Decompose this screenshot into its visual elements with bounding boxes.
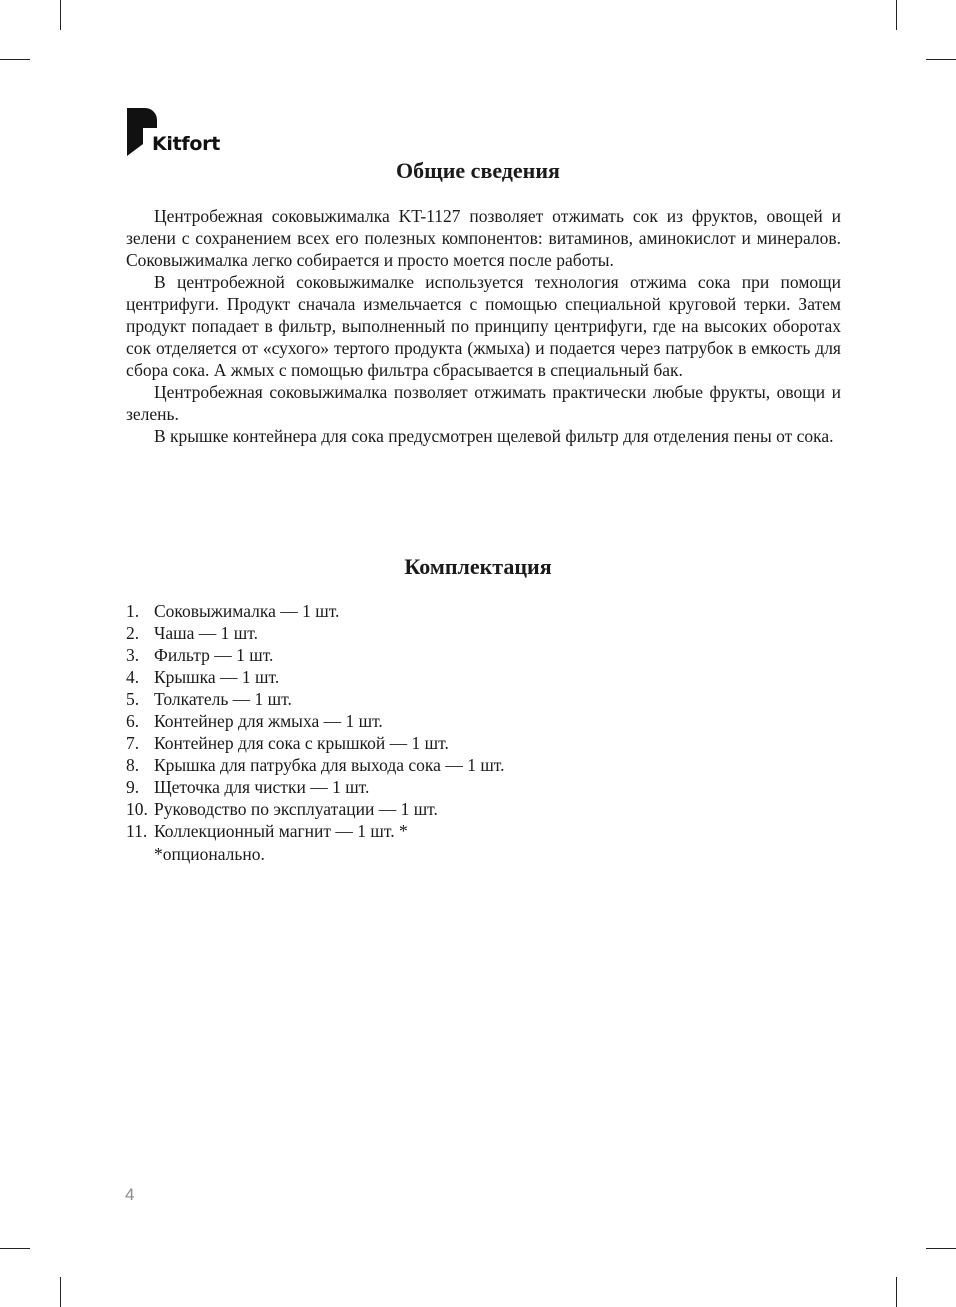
crop-mark — [0, 1248, 30, 1249]
crop-mark — [0, 59, 30, 60]
paragraph: Центробежная соковыжималка позволяет отжимать практически любые фрукты, овощи и зелень. — [126, 382, 841, 424]
list-item: 5. Толкатель — 1 шт. — [126, 689, 292, 709]
package-contents-list — [126, 600, 826, 842]
section-title-general: Общие сведения — [396, 158, 560, 183]
kitfort-logo — [127, 108, 227, 160]
list-item: 3. Фильтр — 1 шт. — [126, 645, 274, 665]
optional-note: *опционально. — [154, 844, 265, 864]
list-item: 10. Руководство по эксплуатации — 1 шт. — [126, 799, 438, 819]
list-item: 7. Контейнер для сока с крышкой — 1 шт. — [126, 733, 449, 753]
page-number: 4 — [125, 1185, 135, 1204]
general-info-text — [126, 205, 841, 447]
brand-name: Kitfort — [152, 133, 220, 155]
list-item: 8. Крышка для патрубка для выхода сока — 1 шт. — [126, 755, 505, 775]
crop-mark — [60, 0, 61, 30]
list-item: 9. Щеточка для чистки — 1 шт. — [126, 777, 370, 797]
list-item: 11. Коллекционный магнит — 1 шт. * — [126, 821, 408, 841]
paragraph: В крышке контейнера для сока предусмотрен щелевой фильтр для отделения пены от сока. — [154, 426, 834, 446]
crop-mark — [896, 1277, 897, 1307]
crop-mark — [926, 1248, 956, 1249]
list-item: 1. Соковыжималка — 1 шт. — [126, 601, 340, 621]
list-item: 4. Крышка — 1 шт. — [126, 667, 280, 687]
crop-mark — [60, 1277, 61, 1307]
list-item: 6. Контейнер для жмыха — 1 шт. — [126, 711, 383, 731]
crop-mark — [926, 59, 956, 60]
section-title-contents: Комплектация — [404, 554, 552, 579]
paragraph: Центробежная соковыжималка KT-1127 позволяет отжимать сок из фруктов, овощей и зелени с сохранением всех его полезных компонентов: витаминов, аминокислот и минералов. Соковыжималка легко собирается и просто моется после работы. — [126, 206, 841, 270]
list-item: 2. Чаша — 1 шт. — [126, 623, 258, 643]
paragraph: В центробежной соковыжималке используется технология отжима сока при помощи центрифуги. Продукт сначала измельчается с помощью специальной круговой терки. Затем продукт попадает в фильтр, выполненный по принципу центрифуги, где на высоких оборотах сок отделяется от «сухого» тертого продукта (жмыха) и подается через патрубок в емкость для сбора сока. А жмых с помощью фильтра сбрасывается в специальный бак. — [126, 272, 841, 380]
crop-mark — [896, 0, 897, 30]
